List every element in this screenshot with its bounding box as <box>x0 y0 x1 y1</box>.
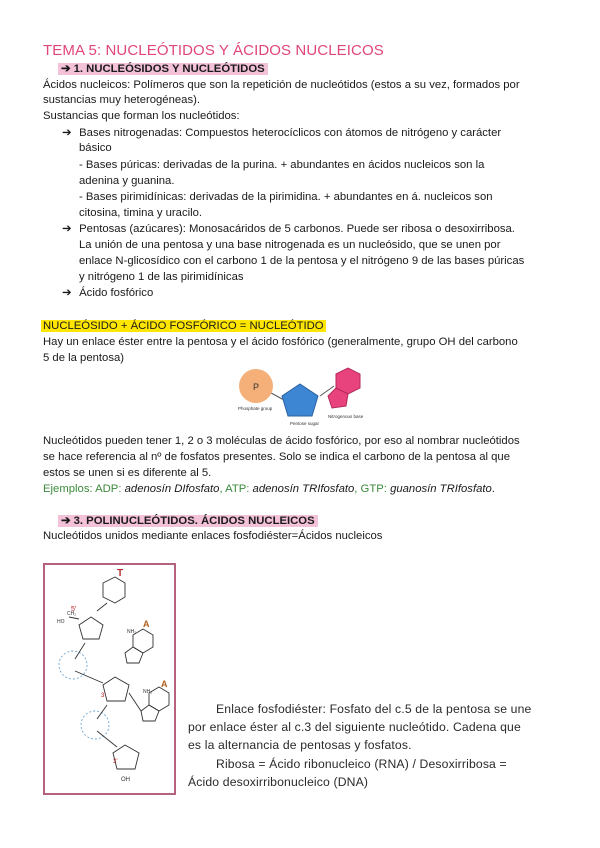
label-A1: A <box>143 619 150 629</box>
examples-end: . <box>491 483 495 495</box>
label-NH2a: NH₂ <box>127 629 137 635</box>
nucleotide-diagram <box>232 366 372 430</box>
phosphate-circle-2 <box>81 711 109 739</box>
label-HO: HO <box>57 619 65 625</box>
phosphodiester-1b <box>75 671 103 683</box>
sub-pirimidinicas-1: - Bases pirimidínicas: derivadas de la pirimidina. + abundantes en á. nucleicos son <box>79 191 493 203</box>
section2-heading-text: NUCLEÓSIDO + ÁCIDO FOSFÓRICO = NUCLEÓTIDO <box>43 320 324 332</box>
examples-sep2: , GTP: <box>354 483 391 495</box>
desc-line3: es la alternancia de pentosas y fosfatos. <box>188 738 412 752</box>
label-3prime-a: 3' <box>101 693 106 699</box>
substances-lead: Sustancias que forman los nucleótidos: <box>43 110 240 122</box>
sub-pirimidinicas-2: citosina, timina y uracilo. <box>79 207 203 219</box>
adenine-ring-1b <box>125 647 143 663</box>
sugar-3 <box>113 745 139 769</box>
sugar-base-bond-2 <box>129 693 141 711</box>
ch2-bond-1 <box>69 617 79 619</box>
section3-heading <box>58 514 318 529</box>
page-title: TEMA 5: NUCLEÓTIDOS Y ÁCIDOS NUCLEICOS <box>43 42 384 59</box>
examples-line <box>43 482 495 497</box>
section2-line2: 5 de la pentosa) <box>43 352 125 364</box>
example-adp: adenosín DIfosfato <box>124 483 220 495</box>
adenine-ring-2b <box>141 705 159 721</box>
pentose-pentagon <box>282 384 318 416</box>
thymine-ring <box>103 577 125 603</box>
section1-heading <box>58 62 268 77</box>
polynucleotide-diagram <box>45 565 173 792</box>
polynucleotide-figure-frame <box>43 563 176 795</box>
example-atp: adenosín TRIfosfato <box>252 483 355 495</box>
arrow-icon: ➔ <box>62 223 72 235</box>
phosphate-p: P <box>253 382 260 392</box>
sub-puricas-2: adenina y guanina. <box>79 175 175 187</box>
bullet-pentosas-text: Pentosas (azúcares): Monosacáridos de 5 carbonos. Puede ser ribosa o desoxirribosa. <box>79 223 515 235</box>
desc-line2: por enlace éster al c.3 del siguiente nucleótido. Cadena que <box>188 720 521 734</box>
bullet-pentosas <box>62 222 515 237</box>
label-CH2: CH₂ <box>67 611 77 617</box>
desc-line5: Ácido desoxirribonucleico (DNA) <box>188 775 369 789</box>
label-OH: OH <box>121 777 130 783</box>
p-line2: se hace referencia al nº de fosfatos presentes. Solo se indica el carbono de la pentosa al que <box>43 451 510 463</box>
label-3prime-b: 3' <box>113 759 118 765</box>
bullet-bases-text: Bases nitrogenadas: Compuestos heterocíclicos con átomos de nitrógeno y carácter <box>79 127 502 139</box>
pentosas-line4: y nitrógeno 1 de las pirimidínicas <box>79 271 244 283</box>
examples-label: Ejemplos: ADP: <box>43 483 125 495</box>
example-gtp: guanosín TRIfosfato <box>390 483 492 495</box>
label-sugar: Pentose sugar <box>290 421 320 426</box>
bullet-bases <box>62 126 501 141</box>
desc-line1: Enlace fosfodiéster: Fosfato del c.5 de la pentosa se une <box>216 702 532 716</box>
label-phosphate: Phosphate group <box>238 406 273 411</box>
pentosas-line2: La unión de una pentosa y una base nitrogenada es un nucleósido, que se unen por <box>79 239 501 251</box>
arrow-icon: ➔ <box>62 127 72 139</box>
sugar-2 <box>103 677 129 701</box>
bullet-fosforico-text: Ácido fosfórico <box>79 287 154 299</box>
section3-line1: Nucleótidos unidos mediante enlaces fosfodiéster=Ácidos nucleicos <box>43 530 383 542</box>
label-A2: A <box>161 679 168 689</box>
bullet-fosforico <box>62 286 153 301</box>
sugar-1 <box>79 617 103 639</box>
section1-heading-text: ➔ 1. NUCLEÓSIDOS Y NUCLEÓTIDOS <box>58 63 268 75</box>
arrow-icon: ➔ <box>62 287 72 299</box>
sub-puricas-1: - Bases púricas: derivadas de la purina. + abundantes en ácidos nucleicos son la <box>79 159 485 171</box>
label-base: Nitrogenous base <box>328 414 364 419</box>
section3-heading-text: ➔ 3. POLINUCLEÓTIDOS. ÁCIDOS NUCLEICOS <box>58 515 318 527</box>
p-line3: estos se unen si es diferente al 5. <box>43 467 212 479</box>
examples-sep1: , ATP: <box>219 483 253 495</box>
label-NH2b: NH₂ <box>143 689 153 695</box>
section2-heading <box>41 319 326 334</box>
section2-line1: Hay un enlace éster entre la pentosa y el ácido fosfórico (generalmente, grupo OH del carbono <box>43 336 518 348</box>
p-line1: Nucleótidos pueden tener 1, 2 o 3 moléculas de ácido fosfórico, por eso al nombrar nucleótidos <box>43 435 520 447</box>
thymine-bond <box>97 603 107 611</box>
phosphodiester-2a <box>97 705 107 719</box>
intro-line2: sustancias muy heterogéneas). <box>43 94 200 106</box>
intro-line1: Ácidos nucleicos: Polímeros que son la repetición de nucleótidos (estos a su vez, formados por <box>43 79 520 91</box>
label-T: T <box>117 568 124 579</box>
bullet-bases-cont: básico <box>79 142 112 154</box>
pentosas-line3: enlace N-glicosídico con el carbono 1 de la pentosa y el nitrógeno 9 de las bases púricas <box>79 255 525 267</box>
label-5prime: 5' <box>71 606 77 613</box>
desc-line4: Ribosa = Ácido ribonucleico (RNA) / Desoxirribosa = <box>216 757 507 771</box>
phosphodiester-2b <box>97 731 117 747</box>
